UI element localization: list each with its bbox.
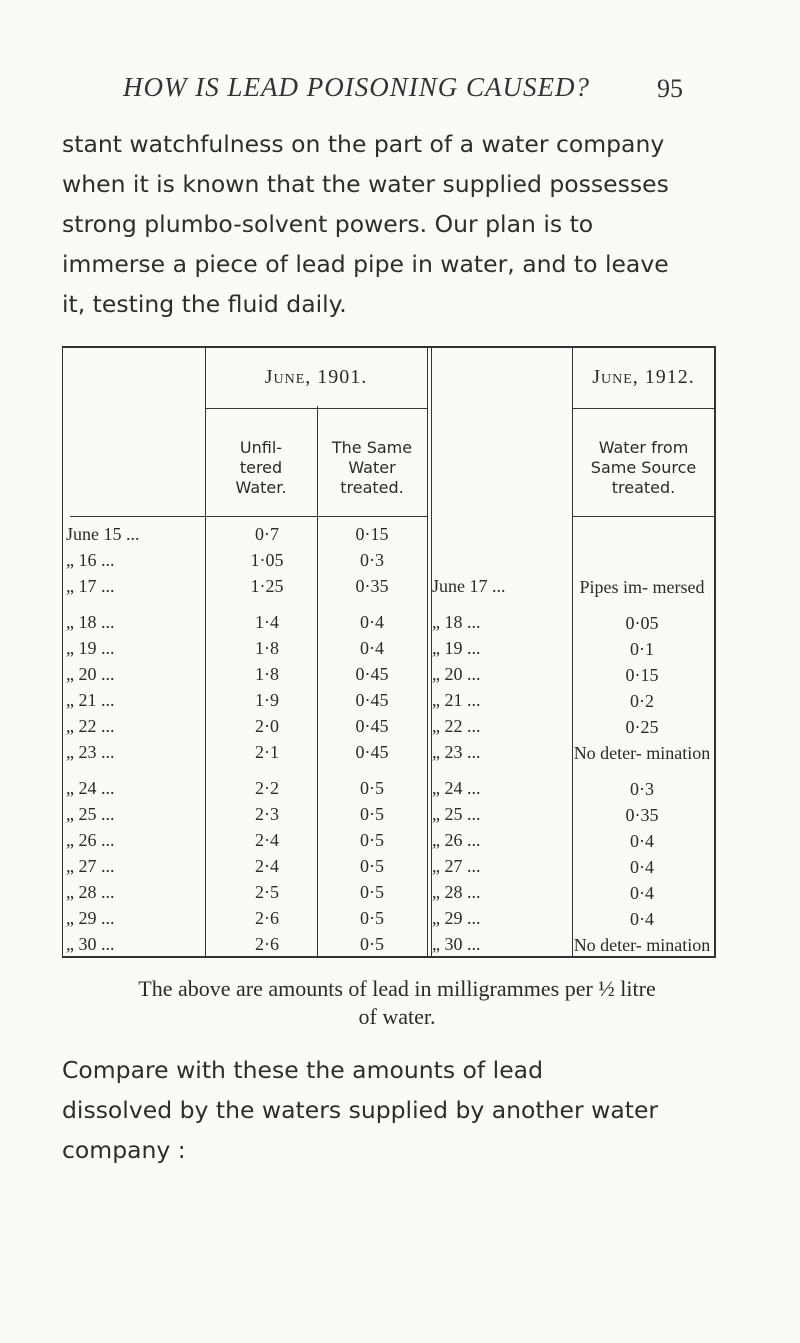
col-header-unfiltered: Unfil- tered Water.	[235, 438, 287, 497]
treated-1912-value-cell: 0·4	[630, 831, 654, 851]
col-header-same-treated: The Same Water treated.	[331, 438, 413, 497]
unfiltered-value-cell: 2·2	[255, 778, 279, 798]
treated-value-cell: 0·35	[355, 576, 389, 596]
treated-value-cell: 0·45	[355, 690, 389, 710]
treated-1912-value-cell: 0·35	[625, 805, 659, 825]
date-1901-cell: June 15 ...	[66, 524, 140, 544]
treated-value-cell: 0·45	[355, 742, 389, 762]
running-title: HOW IS LEAD POISONING CAUSED?	[123, 72, 590, 102]
treated-1912-value-cell: 0·4	[630, 883, 654, 903]
header-bottom-rule	[205, 516, 427, 517]
treated-value-cell: 0·5	[360, 908, 384, 928]
treated-value-cell: 0·3	[360, 550, 384, 570]
table-row	[62, 778, 716, 804]
col-header-1912-treated: Water from Same Source treated.	[590, 438, 697, 497]
intro-line: stant watchfulness on the part of a water company	[62, 130, 665, 158]
date-1912-cell: „ 23 ...	[432, 742, 481, 762]
treated-1912-value-cell: No deter- mination	[573, 935, 711, 955]
intro-line: immerse a piece of lead pipe in water, and to leave	[62, 250, 669, 278]
treated-value-cell: 0·15	[355, 524, 389, 544]
table-row	[62, 664, 716, 690]
date-1901-cell: „ 16 ...	[66, 550, 115, 570]
unfiltered-value-cell: 2·6	[255, 934, 279, 954]
date-1912-cell: „ 22 ...	[432, 716, 481, 736]
page-number: 95	[657, 74, 683, 103]
treated-1912-value-cell: 0·3	[630, 779, 654, 799]
table-row	[62, 524, 716, 550]
treated-1912-value-cell: No deter- mination	[573, 743, 711, 763]
table-row	[62, 690, 716, 716]
date-1912-cell: „ 21 ...	[432, 690, 481, 710]
treated-value-cell: 0·5	[360, 934, 384, 954]
date-1912-cell: „ 29 ...	[432, 908, 481, 928]
table-row	[62, 934, 716, 960]
date-1901-cell: „ 19 ...	[66, 638, 115, 658]
treated-value-cell: 0·4	[360, 638, 384, 658]
group-header-1901: June, 1901.	[264, 366, 368, 388]
treated-value-cell: 0·4	[360, 612, 384, 632]
group-header-rule	[205, 408, 427, 409]
treated-1912-value-cell: 0·1	[630, 639, 654, 659]
unfiltered-value-cell: 1·9	[255, 690, 279, 710]
date-1912-cell: „ 30 ...	[432, 934, 481, 954]
table-row	[62, 908, 716, 934]
date-1901-cell: „ 26 ...	[66, 830, 115, 850]
date-1901-cell: „ 28 ...	[66, 882, 115, 902]
date-1912-cell: „ 24 ...	[432, 778, 481, 798]
unfiltered-value-cell: 1·4	[255, 612, 279, 632]
treated-value-cell: 0·45	[355, 664, 389, 684]
table-row	[62, 742, 716, 768]
date-1901-cell: „ 20 ...	[66, 664, 115, 684]
unfiltered-value-cell: 2·6	[255, 908, 279, 928]
intro-paragraph	[62, 124, 762, 324]
table-top-rule	[62, 346, 716, 348]
date-1912-cell: „ 25 ...	[432, 804, 481, 824]
unfiltered-value-cell: 1·8	[255, 638, 279, 658]
table-row	[62, 830, 716, 856]
treated-value-cell: 0·5	[360, 856, 384, 876]
date-1901-cell: „ 25 ...	[66, 804, 115, 824]
header-bottom-rule	[572, 516, 715, 517]
date-1912-cell: „ 18 ...	[432, 612, 481, 632]
date-1912-cell: „ 26 ...	[432, 830, 481, 850]
date-1901-cell: „ 18 ...	[66, 612, 115, 632]
table-caption: The above are amounts of lead in milligrammes per ½ litre of water.	[138, 976, 656, 1029]
unfiltered-value-cell: 2·1	[255, 742, 279, 762]
unfiltered-value-cell: 2·3	[255, 804, 279, 824]
date-1901-cell: „ 22 ...	[66, 716, 115, 736]
treated-1912-value-cell: 0·4	[630, 857, 654, 877]
treated-1912-value-cell: 0·15	[625, 665, 659, 685]
date-1901-cell: „ 21 ...	[66, 690, 115, 710]
date-1912-cell: „ 27 ...	[432, 856, 481, 876]
outro-line: company :	[62, 1136, 186, 1164]
date-1901-cell: „ 30 ...	[66, 934, 115, 954]
treated-value-cell: 0·5	[360, 778, 384, 798]
date-1901-cell: „ 27 ...	[66, 856, 115, 876]
table-row	[62, 716, 716, 742]
table-row	[62, 550, 716, 576]
unfiltered-value-cell: 0·7	[255, 524, 279, 544]
date-1901-cell: „ 23 ...	[66, 742, 115, 762]
unfiltered-value-cell: 2·5	[255, 882, 279, 902]
outro-paragraph	[62, 1050, 762, 1170]
outro-line: dissolved by the waters supplied by another water	[62, 1096, 659, 1124]
treated-1912-value-cell: 0·2	[630, 691, 654, 711]
date-1912-cell: „ 20 ...	[432, 664, 481, 684]
treated-1912-value-cell: 0·05	[625, 613, 659, 633]
unfiltered-value-cell: 2·4	[255, 830, 279, 850]
unfiltered-value-cell: 1·25	[250, 576, 284, 596]
treated-1912-value-cell: Pipes im- mersed	[579, 577, 705, 597]
table-row	[62, 882, 716, 908]
intro-line: it, testing the fluid daily.	[62, 290, 347, 318]
table-row	[62, 576, 716, 602]
treated-value-cell: 0·5	[360, 804, 384, 824]
table-row	[62, 856, 716, 882]
treated-value-cell: 0·45	[355, 716, 389, 736]
table-row	[62, 804, 716, 830]
outro-line: Compare with these the amounts of lead	[62, 1056, 543, 1084]
date-1901-cell: „ 17 ...	[66, 576, 115, 596]
intro-line: when it is known that the water supplied possesses	[62, 170, 669, 198]
group-header-1912: June, 1912.	[592, 366, 695, 388]
treated-value-cell: 0·5	[360, 882, 384, 902]
date-1912-cell: „ 19 ...	[432, 638, 481, 658]
date-1901-cell: „ 29 ...	[66, 908, 115, 928]
treated-value-cell: 0·5	[360, 830, 384, 850]
intro-line: strong plumbo-solvent powers. Our plan is to	[62, 210, 594, 238]
lead-data-table	[62, 346, 716, 958]
treated-1912-value-cell: 0·4	[630, 909, 654, 929]
unfiltered-value-cell: 2·0	[255, 716, 279, 736]
running-header	[0, 72, 800, 112]
table-row	[62, 638, 716, 664]
treated-1912-value-cell: 0·25	[625, 717, 659, 737]
group-header-rule	[572, 408, 715, 409]
header-bottom-rule	[70, 516, 205, 517]
date-1901-cell: „ 24 ...	[66, 778, 115, 798]
date-1912-cell: „ 28 ...	[432, 882, 481, 902]
date-1912-cell: June 17 ...	[432, 576, 506, 596]
table-row	[62, 612, 716, 638]
unfiltered-value-cell: 1·05	[250, 550, 284, 570]
unfiltered-value-cell: 2·4	[255, 856, 279, 876]
unfiltered-value-cell: 1·8	[255, 664, 279, 684]
